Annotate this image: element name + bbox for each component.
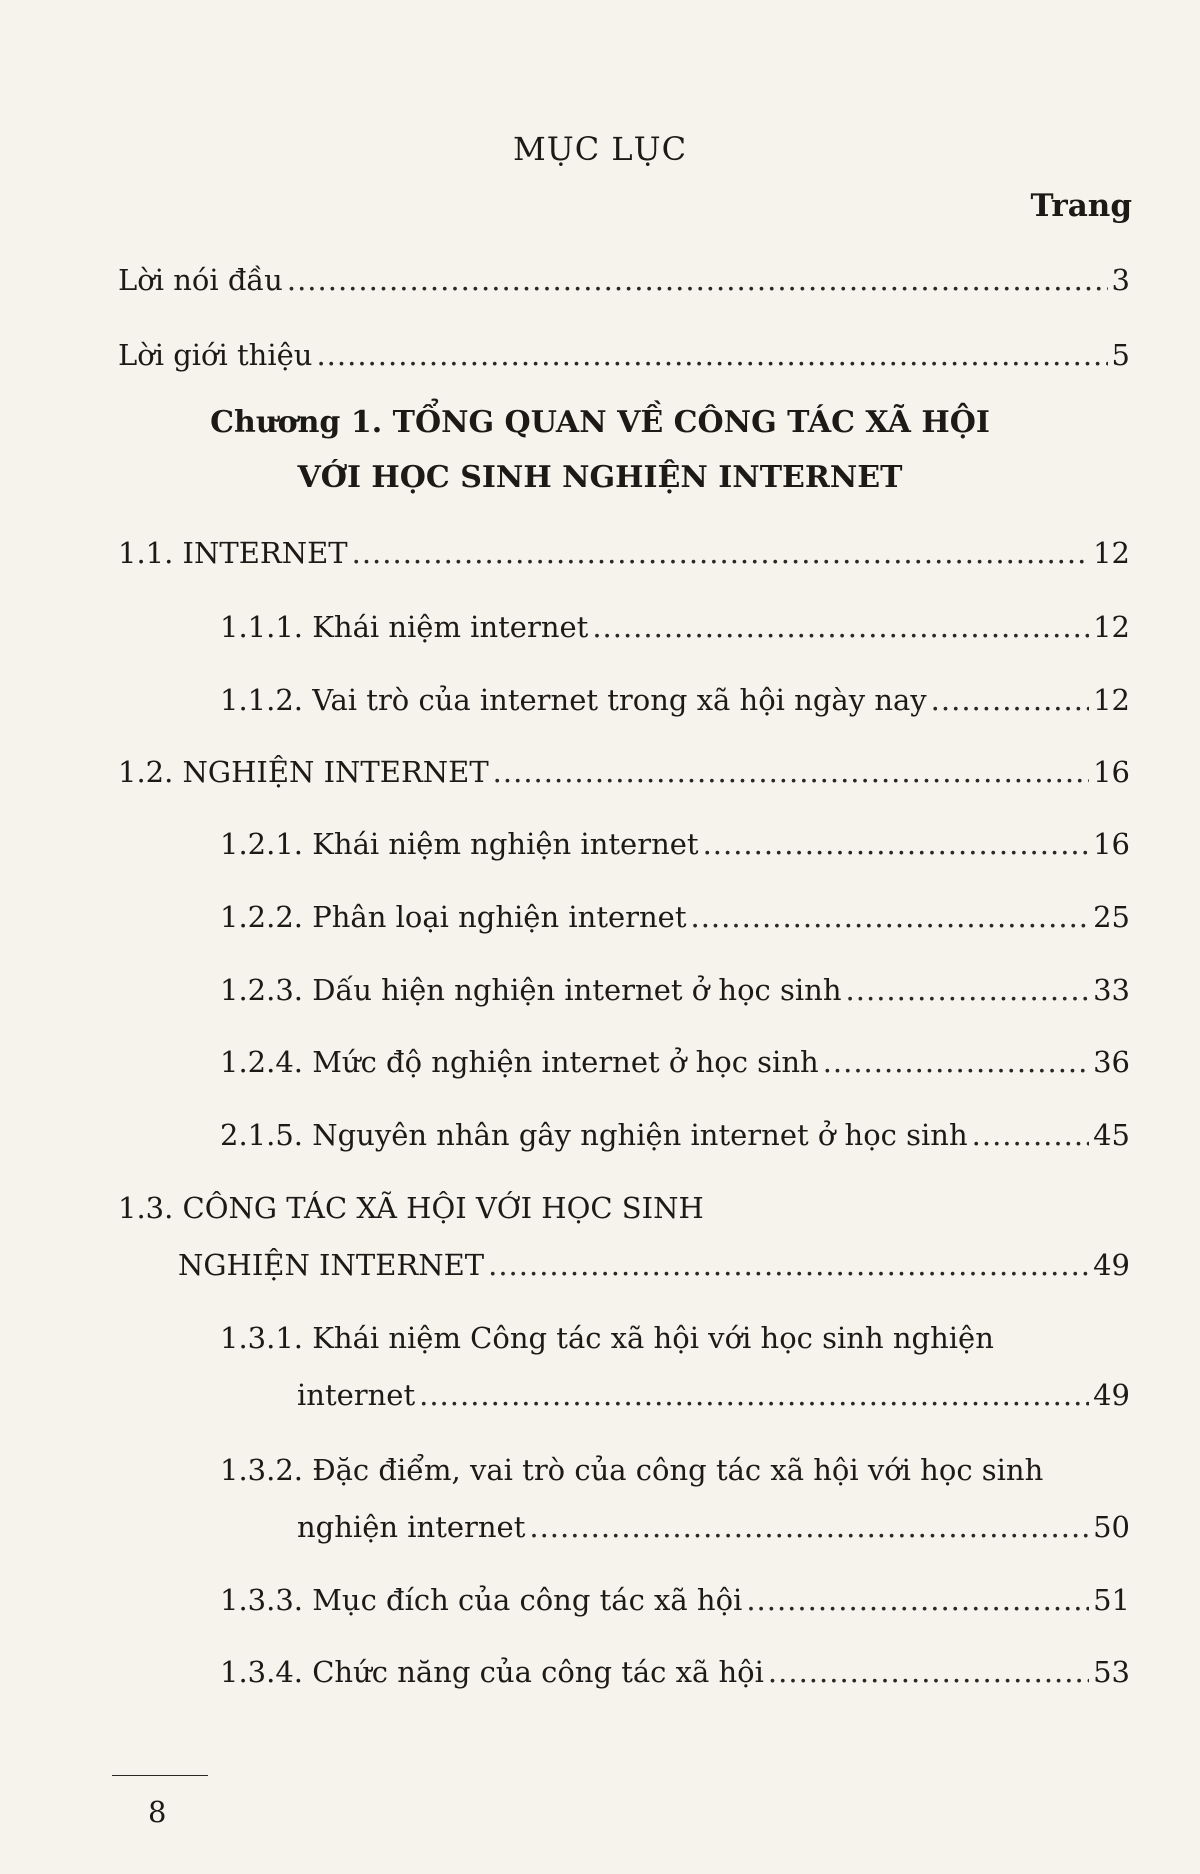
toc-entry-text-line2: nghiện internet	[297, 1510, 526, 1544]
toc-entry	[220, 1042, 1130, 1082]
toc-entry	[220, 824, 1130, 864]
toc-entry-text-line1: 1.3. CÔNG TÁC XÃ HỘI VỚI HỌC SINH	[118, 1191, 704, 1225]
page-column-header: Trang	[1030, 188, 1132, 224]
leader-dots	[823, 1042, 1089, 1082]
page-number: 8	[148, 1795, 167, 1829]
toc-entry	[118, 260, 1130, 300]
toc-entry-page: 16	[1093, 827, 1130, 861]
toc-entry	[220, 970, 1130, 1010]
toc-entry-text: 2.1.5. Nguyên nhân gây nghiện internet ở học sinh	[220, 1118, 968, 1152]
toc-entry	[118, 533, 1130, 573]
leader-dots	[529, 1507, 1089, 1547]
leader-dots	[691, 897, 1090, 937]
toc-entry	[220, 1115, 1130, 1155]
toc-entry-text: 1.3.3. Mục đích của công tác xã hội	[220, 1583, 743, 1617]
toc-entry	[220, 680, 1130, 720]
toc-entry-text: Lời nói đầu	[118, 263, 283, 297]
chapter-heading-line2: VỚI HỌC SINH NGHIỆN INTERNET	[297, 460, 903, 495]
toc-entry-text: 1.2. NGHIỆN INTERNET	[118, 755, 489, 789]
leader-dots	[592, 607, 1089, 647]
toc-entry-text: 1.1. INTERNET	[118, 536, 348, 570]
toc-entry-page: 5	[1111, 338, 1130, 372]
toc-entry-page: 3	[1111, 263, 1130, 297]
leader-dots	[287, 260, 1108, 300]
toc-entry-page: 51	[1093, 1583, 1130, 1617]
toc-entry	[220, 607, 1130, 647]
toc-entry	[178, 1245, 1130, 1285]
toc-entry	[220, 1652, 1130, 1692]
toc-entry-page: 49	[1093, 1378, 1130, 1412]
toc-entry-page: 36	[1093, 1045, 1130, 1079]
toc-entry-page: 12	[1093, 610, 1130, 644]
toc-entry-text-line1: 1.3.2. Đặc điểm, vai trò của công tác xã hội với học sinh	[220, 1453, 1044, 1487]
toc-entry-page: 12	[1093, 536, 1130, 570]
toc-entry-text: 1.2.1. Khái niệm nghiện internet	[220, 827, 699, 861]
toc-entry	[220, 897, 1130, 937]
toc-entry	[118, 335, 1130, 375]
toc-entry-text: 1.1.1. Khái niệm internet	[220, 610, 589, 644]
toc-entry	[297, 1507, 1130, 1547]
toc-entry-text: 1.1.2. Vai trò của internet trong xã hội ngày nay	[220, 683, 927, 717]
toc-entry-text: 1.2.3. Dấu hiện nghiện internet ở học sinh	[220, 973, 842, 1007]
footer-rule	[112, 1775, 208, 1776]
leader-dots	[931, 680, 1089, 720]
chapter-heading-line1: Chương 1. TỔNG QUAN VỀ CÔNG TÁC XÃ HỘI	[210, 405, 990, 440]
toc-entry	[118, 752, 1130, 792]
toc-entry	[297, 1375, 1130, 1415]
toc-entry-page: 33	[1093, 973, 1130, 1007]
leader-dots	[493, 752, 1089, 792]
leader-dots	[768, 1652, 1089, 1692]
toc-entry	[220, 1580, 1130, 1620]
leader-dots	[352, 533, 1089, 573]
toc-entry-text: 1.3.4. Chức năng của công tác xã hội	[220, 1655, 764, 1689]
toc-entry-page: 50	[1093, 1510, 1130, 1544]
toc-entry-text-line2: NGHIỆN INTERNET	[178, 1248, 485, 1282]
toc-entry-text-line2: internet	[297, 1378, 416, 1412]
toc-entry-page: 53	[1093, 1655, 1130, 1689]
leader-dots	[703, 824, 1090, 864]
toc-entry-text: 1.2.2. Phân loại nghiện internet	[220, 900, 687, 934]
toc-entry-text: 1.2.4. Mức độ nghiện internet ở học sinh	[220, 1045, 819, 1079]
leader-dots	[316, 335, 1107, 375]
toc-entry-page: 16	[1093, 755, 1130, 789]
leader-dots	[419, 1375, 1089, 1415]
leader-dots	[846, 970, 1090, 1010]
toc-entry-page: 25	[1093, 900, 1130, 934]
page-title: MỤC LỤC	[512, 130, 688, 168]
toc-entry-page: 12	[1093, 683, 1130, 717]
toc-entry-page: 45	[1093, 1118, 1130, 1152]
leader-dots	[972, 1115, 1089, 1155]
toc-entry-page: 49	[1093, 1248, 1130, 1282]
leader-dots	[488, 1245, 1089, 1285]
toc-entry-text: Lời giới thiệu	[118, 338, 313, 372]
leader-dots	[746, 1580, 1089, 1620]
toc-entry-text-line1: 1.3.1. Khái niệm Công tác xã hội với học sinh nghiện	[220, 1321, 994, 1355]
